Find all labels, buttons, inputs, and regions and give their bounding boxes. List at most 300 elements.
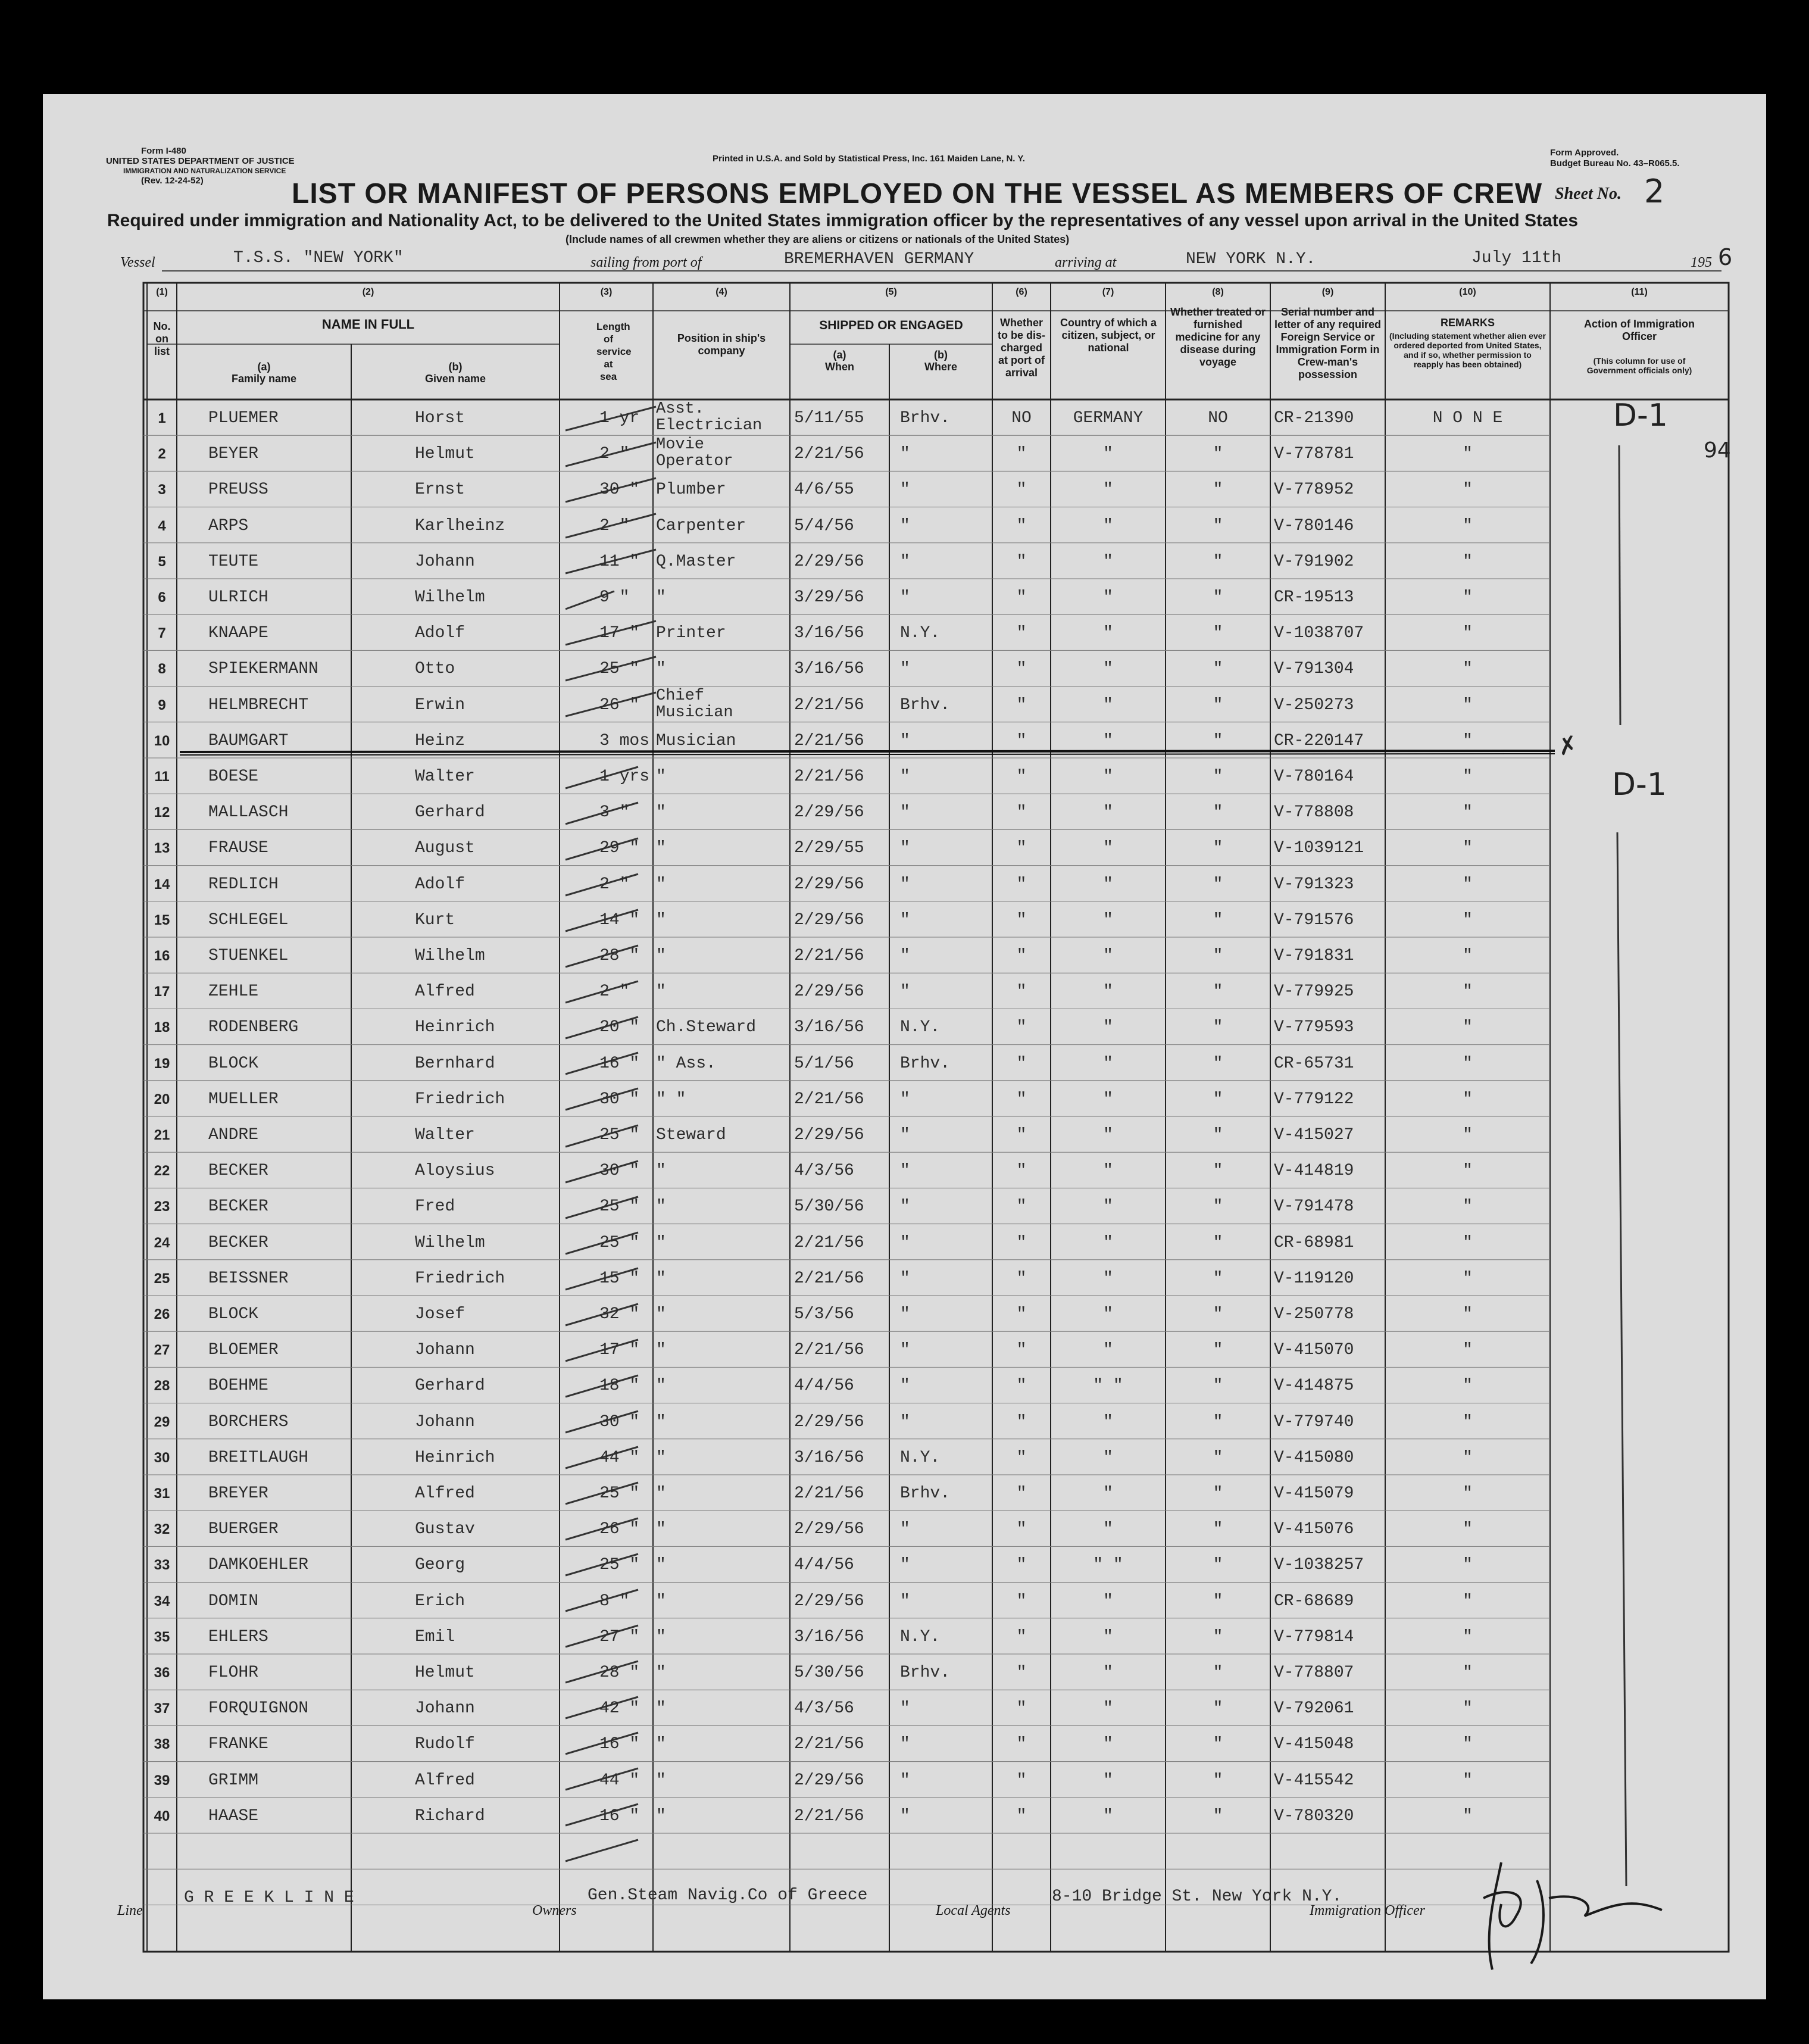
header-treated: Whether treated or furnished medicine for any disease during voyage (1170, 306, 1266, 368)
position: " (656, 1341, 666, 1360)
position: Ch.Steward (656, 1018, 757, 1037)
length-of-service: 30 " (599, 1090, 640, 1109)
page-title: LIST OR MANIFEST OF PERSONS EMPLOYED ON THE VESSEL AS MEMBERS OF CREW (292, 178, 1543, 210)
length-of-service: 16 " (599, 1054, 640, 1073)
remarks: " (1463, 947, 1473, 965)
discharged: " (1016, 480, 1027, 500)
d1-mark-top: D-1 (1613, 398, 1668, 433)
family-name: ZEHLE (208, 982, 259, 1001)
country: " (1103, 1520, 1113, 1539)
shipped-where: " (900, 1197, 910, 1216)
row-number: 4 (158, 517, 166, 534)
discharged: " (1016, 552, 1027, 571)
treated: " (1213, 947, 1223, 965)
margin-number: 94 (1704, 438, 1731, 463)
row-number: 32 (154, 1521, 170, 1538)
position: " (656, 767, 666, 786)
revision: (Rev. 12-24-52) (141, 176, 204, 186)
length-of-service: 30 " (599, 1412, 640, 1431)
family-name: GRIMM (208, 1771, 259, 1790)
country: " (1103, 516, 1113, 535)
discharged: " (1016, 767, 1027, 786)
shipped-where: " (900, 1735, 910, 1754)
shipped-when: 2/21/56 (794, 1806, 864, 1825)
family-name: FRAUSE (208, 839, 268, 858)
given-name: Gustav (415, 1520, 475, 1539)
discharged: " (1016, 1233, 1027, 1252)
remarks: " (1463, 1090, 1473, 1109)
country: " (1103, 1484, 1113, 1503)
discharged: " (1016, 1806, 1027, 1825)
given-name: Johann (415, 1412, 475, 1431)
country: " (1103, 1018, 1113, 1037)
length-of-service: 28 " (599, 1664, 640, 1682)
length-of-service: 25 " (599, 1233, 640, 1252)
row-number: 30 (154, 1449, 170, 1466)
family-name: DOMIN (208, 1591, 259, 1611)
treated: " (1213, 1664, 1223, 1682)
shipped-when: 2/21/56 (794, 695, 864, 714)
arrival-port: NEW YORK N.Y. (1186, 250, 1316, 269)
position: " (656, 1591, 666, 1611)
length-of-service: 16 " (599, 1806, 640, 1825)
given-name: Johann (415, 552, 475, 571)
length-of-service: 25 " (599, 1197, 640, 1216)
departure-port: BREMERHAVEN GERMANY (784, 250, 974, 269)
given-name: Friedrich (415, 1269, 505, 1288)
treated: " (1213, 624, 1223, 643)
cancel-scribble: ✗ (1555, 731, 1580, 762)
shipped-when: 4/3/56 (794, 1162, 854, 1181)
treated: " (1213, 839, 1223, 858)
treated: " (1213, 1197, 1223, 1216)
row-number: 35 (154, 1628, 170, 1645)
given-name: Gerhard (415, 1377, 485, 1396)
family-name: MUELLER (208, 1090, 279, 1109)
given-name: Richard (415, 1806, 485, 1825)
budget-bureau: Budget Bureau No. 43–R065.5. (1550, 158, 1680, 168)
family-name: BREYER (208, 1484, 268, 1503)
header-action: Action of Immigration Officer (1584, 318, 1695, 342)
shipped-when: 2/29/56 (794, 875, 864, 894)
treated: " (1213, 1233, 1223, 1252)
given-name: Alfred (415, 1484, 475, 1503)
given-name: Karlheinz (415, 516, 505, 535)
shipped-where: " (900, 588, 910, 607)
serial-number: V-415027 (1274, 1126, 1354, 1144)
discharged: " (1016, 1269, 1027, 1288)
discharged: " (1016, 1341, 1027, 1360)
discharged: " (1016, 1197, 1027, 1216)
serial-number: V-791831 (1274, 947, 1354, 965)
given-name: Kurt (415, 910, 455, 929)
given-name: Friedrich (415, 1090, 505, 1109)
remarks: " (1463, 1699, 1473, 1718)
position: " (656, 1233, 666, 1252)
year-prefix: 195 (1691, 255, 1712, 270)
row-number: 26 (154, 1306, 170, 1322)
treated: " (1213, 803, 1223, 822)
header-family-name: Family name (231, 373, 297, 385)
family-name: ANDRE (208, 1126, 259, 1144)
serial-number: V-780320 (1274, 1806, 1354, 1825)
shipped-when: 4/6/55 (794, 480, 854, 500)
country: " (1103, 1090, 1113, 1109)
shipped-where: " (900, 1771, 910, 1790)
remarks: " (1463, 660, 1473, 679)
row-number: 19 (154, 1055, 170, 1072)
discharged: " (1016, 1664, 1027, 1682)
arrival-date: July 11th (1471, 249, 1562, 267)
shipped-where: " (900, 839, 910, 858)
discharged: " (1016, 1520, 1027, 1539)
family-name: RODENBERG (208, 1018, 299, 1037)
country: " (1103, 1771, 1113, 1790)
discharged: " (1016, 1305, 1027, 1324)
remarks: " (1463, 1341, 1473, 1360)
discharged: " (1016, 1627, 1027, 1646)
header-where: Where (924, 361, 957, 373)
discharged: NO (1011, 409, 1032, 427)
given-name: Johann (415, 1699, 475, 1718)
row-number: 27 (154, 1342, 170, 1359)
shipped-where: Brhv. (900, 409, 951, 427)
family-name: HAASE (208, 1806, 259, 1825)
shipped-where: N.Y. (900, 1627, 941, 1646)
position: " (656, 1269, 666, 1288)
position: Printer (656, 624, 726, 643)
country: " (1103, 1735, 1113, 1754)
header-family-a: (a) (257, 361, 271, 373)
family-name: REDLICH (208, 875, 279, 894)
treated: " (1213, 1448, 1223, 1467)
shipped-when: 2/21/56 (794, 1090, 864, 1109)
treated: " (1213, 1126, 1223, 1144)
shipped-where: N.Y. (900, 624, 941, 643)
given-name: Heinz (415, 731, 465, 750)
family-name: BEYER (208, 445, 259, 464)
family-name: STUENKEL (208, 947, 289, 965)
row-number: 6 (158, 589, 166, 606)
discharged: " (1016, 1126, 1027, 1144)
shipped-where: " (900, 1162, 910, 1181)
family-name: PLUEMER (208, 409, 279, 427)
shipped-where: " (900, 660, 910, 679)
serial-number: V-779122 (1274, 1090, 1354, 1109)
serial-number: V-791304 (1274, 660, 1354, 679)
discharged: " (1016, 731, 1027, 750)
length-of-service: 44 " (599, 1448, 640, 1467)
length-of-service: 17 " (599, 1341, 640, 1360)
header-when: When (825, 361, 854, 373)
country: " (1103, 445, 1113, 464)
position: " (656, 803, 666, 822)
col-num-1: (1) (156, 287, 168, 297)
remarks: " (1463, 1126, 1473, 1144)
shipped-when: 2/21/56 (794, 445, 864, 464)
length-of-service: 44 " (599, 1771, 640, 1790)
length-of-service: 20 " (599, 1018, 640, 1037)
position: Musician (656, 731, 736, 750)
country: " (1103, 552, 1113, 571)
serial-number: V-250273 (1274, 695, 1354, 714)
length-of-service: 16 " (599, 1735, 640, 1754)
serial-number: V-792061 (1274, 1699, 1354, 1718)
serial-number: V-119120 (1274, 1269, 1354, 1288)
d1-mark-middle: D-1 (1612, 767, 1667, 803)
row-number: 9 (158, 697, 166, 713)
position: " (656, 1735, 666, 1754)
shipped-where: " (900, 445, 910, 464)
country: " (1103, 1054, 1113, 1073)
row-number: 12 (154, 804, 170, 821)
sheet-label: Sheet No. (1555, 185, 1621, 203)
row-number: 21 (154, 1127, 170, 1143)
shipped-when: 4/4/56 (794, 1556, 854, 1575)
row-number: 15 (154, 912, 170, 928)
shipped-when: 2/29/56 (794, 982, 864, 1001)
treated: " (1213, 1305, 1223, 1324)
treated: " (1213, 552, 1223, 571)
discharged: " (1016, 695, 1027, 714)
serial-number: V-415070 (1274, 1341, 1354, 1360)
shipped-when: 5/1/56 (794, 1054, 854, 1073)
length-of-service: 25 " (599, 1126, 640, 1144)
given-name: Heinrich (415, 1448, 495, 1467)
treated: " (1213, 1412, 1223, 1431)
position: " (656, 588, 666, 607)
shipped-where: Brhv. (900, 1054, 951, 1073)
remarks: " (1463, 480, 1473, 500)
length-of-service: 30 " (599, 1162, 640, 1181)
shipped-when: 5/3/56 (794, 1305, 854, 1324)
row-number: 25 (154, 1270, 170, 1287)
position: Q.Master (656, 552, 736, 571)
position: " (656, 1377, 666, 1396)
remarks: " (1463, 588, 1473, 607)
serial-number: V-415542 (1274, 1771, 1354, 1790)
row-number: 13 (154, 840, 170, 857)
length-of-service: 25 " (599, 1556, 640, 1575)
serial-number: V-778781 (1274, 445, 1354, 464)
remarks: " (1463, 1520, 1473, 1539)
discharged: " (1016, 1377, 1027, 1396)
header-remarks-note: (Including statement whether alien ever ordered deported from United States, and if so, whether permission to reapply has been obtained) (1389, 331, 1546, 369)
position: " (656, 1771, 666, 1790)
length-of-service: 2 " (599, 982, 630, 1001)
shipped-when: 2/21/56 (794, 1484, 864, 1503)
length-of-service: 3 " (599, 803, 630, 822)
serial-number: V-791323 (1274, 875, 1354, 894)
col-num-11: (11) (1631, 287, 1648, 297)
length-of-service: 27 " (599, 1627, 640, 1646)
row-number: 20 (154, 1091, 170, 1107)
given-name: Alfred (415, 1771, 475, 1790)
country: " (1103, 1806, 1113, 1825)
given-name: Gerhard (415, 803, 485, 822)
country: " (1103, 767, 1113, 786)
remarks: " (1463, 1591, 1473, 1611)
shipped-when: 2/21/56 (794, 1269, 864, 1288)
family-name: BECKER (208, 1197, 268, 1216)
shipped-where: N.Y. (900, 1448, 941, 1467)
discharged: " (1016, 1591, 1027, 1611)
remarks: " (1463, 1664, 1473, 1682)
position: " (656, 982, 666, 1001)
treated: " (1213, 1699, 1223, 1718)
family-name: PREUSS (208, 480, 268, 500)
country: " (1103, 1591, 1113, 1611)
position: " (656, 1197, 666, 1216)
position: " (656, 1412, 666, 1431)
shipped-when: 3/16/56 (794, 1448, 864, 1467)
treated: " (1213, 1090, 1223, 1109)
serial-number: V-779925 (1274, 982, 1354, 1001)
header-no-on-list: No. on list (153, 320, 171, 357)
serial-number: V-779593 (1274, 1018, 1354, 1037)
family-name: BORCHERS (208, 1412, 289, 1431)
shipped-when: 3/16/56 (794, 1627, 864, 1646)
shipped-when: 5/30/56 (794, 1664, 864, 1682)
row-number: 2 (158, 446, 166, 463)
length-of-service: 30 " (599, 480, 640, 500)
serial-number: V-779740 (1274, 1412, 1354, 1431)
shipped-where: Brhv. (900, 1484, 951, 1503)
header-when-a: (a) (833, 349, 846, 361)
remarks: " (1463, 1162, 1473, 1181)
length-of-service: 1 yr (599, 409, 640, 427)
position: " (656, 1162, 666, 1181)
treated: " (1213, 1735, 1223, 1754)
treated: " (1213, 695, 1223, 714)
remarks: " (1463, 1771, 1473, 1790)
remarks: " (1463, 875, 1473, 894)
manifest-sheet (43, 94, 1766, 1999)
position: " (656, 910, 666, 929)
shipped-when: 5/11/55 (794, 409, 864, 427)
country: " (1103, 910, 1113, 929)
shipped-when: 2/29/56 (794, 1412, 864, 1431)
country: " (1103, 1197, 1113, 1216)
serial-number: CR-21390 (1274, 409, 1354, 427)
treated: " (1213, 910, 1223, 929)
family-name: BAUMGART (208, 731, 289, 750)
serial-number: V-780146 (1274, 516, 1354, 535)
position: " (656, 875, 666, 894)
given-name: Johann (415, 1341, 475, 1360)
printer-note: Printed in U.S.A. and Sold by Statistical Press, Inc. 161 Maiden Lane, N. Y. (713, 154, 1025, 164)
length-of-service: 28 " (599, 947, 640, 965)
col-num-7: (7) (1102, 287, 1114, 297)
discharged: " (1016, 624, 1027, 643)
header-country: Country of which a citizen, subject, or national (1060, 317, 1157, 354)
row-number: 38 (154, 1736, 170, 1753)
position: " (656, 947, 666, 965)
position: " (656, 1806, 666, 1825)
shipped-when: 3/16/56 (794, 624, 864, 643)
country: " (1103, 1233, 1113, 1252)
remarks: " (1463, 695, 1473, 714)
serial-number: V-1039121 (1274, 839, 1364, 858)
country: " (1103, 839, 1113, 858)
given-name: Emil (415, 1627, 455, 1646)
given-name: Ernst (415, 480, 465, 500)
remarks: " (1463, 445, 1473, 464)
shipped-where: " (900, 1412, 910, 1431)
given-name: Horst (415, 409, 465, 427)
shipped-where: " (900, 1341, 910, 1360)
family-name: BECKER (208, 1233, 268, 1252)
family-name: KNAAPE (208, 624, 268, 643)
shipped-when: 3/16/56 (794, 660, 864, 679)
remarks: " (1463, 1233, 1473, 1252)
given-name: Walter (415, 1126, 475, 1144)
discharged: " (1016, 445, 1027, 464)
given-name: Erwin (415, 695, 465, 714)
treated: " (1213, 1484, 1223, 1503)
serial-number: V-780164 (1274, 767, 1354, 786)
family-name: SCHLEGEL (208, 910, 289, 929)
given-name: Heinrich (415, 1018, 495, 1037)
shipping-line: G R E E K L I N E (184, 1889, 354, 1907)
discharged: " (1016, 660, 1027, 679)
service: IMMIGRATION AND NATURALIZATION SERVICE (123, 167, 286, 175)
discharged: " (1016, 910, 1027, 929)
given-name: August (415, 839, 475, 858)
shipped-when: 2/29/56 (794, 910, 864, 929)
remarks: " (1463, 1197, 1473, 1216)
row-number: 7 (158, 625, 166, 642)
position: Asst. Electrician (656, 401, 763, 435)
serial-number: V-778952 (1274, 480, 1354, 500)
discharged: " (1016, 839, 1027, 858)
given-name: Bernhard (415, 1054, 495, 1073)
remarks: " (1463, 767, 1473, 786)
discharged: " (1016, 1448, 1027, 1467)
treated: " (1213, 767, 1223, 786)
length-of-service: 25 " (599, 660, 640, 679)
given-name: Wilhelm (415, 588, 485, 607)
family-name: FRANKE (208, 1735, 268, 1754)
remarks: " (1463, 1018, 1473, 1037)
shipped-when: 2/21/56 (794, 947, 864, 965)
row-number: 22 (154, 1163, 170, 1179)
length-of-service: 2 " (599, 516, 630, 535)
shipped-where: " (900, 1556, 910, 1575)
treated: " (1213, 445, 1223, 464)
shipped-when: 2/21/56 (794, 1341, 864, 1360)
country: " (1103, 803, 1113, 822)
country: " (1103, 1126, 1113, 1144)
length-of-service: 9 " (599, 588, 630, 607)
row-number: 1 (158, 410, 166, 426)
remarks: " (1463, 803, 1473, 822)
remarks: " (1463, 1269, 1473, 1288)
treated: " (1213, 1627, 1223, 1646)
serial-number: CR-68689 (1274, 1591, 1354, 1611)
form-number: Form I-480 (141, 146, 186, 156)
shipped-when: 2/29/55 (794, 839, 864, 858)
given-name: Fred (415, 1197, 455, 1216)
given-name: Rudolf (415, 1735, 475, 1754)
remarks: " (1463, 982, 1473, 1001)
family-name: DAMKOEHLER (208, 1556, 309, 1575)
given-name: Adolf (415, 875, 465, 894)
row-number: 37 (154, 1700, 170, 1717)
discharged: " (1016, 1699, 1027, 1718)
owners-label: Owners (532, 1903, 577, 1918)
col-num-3: (3) (600, 287, 613, 297)
